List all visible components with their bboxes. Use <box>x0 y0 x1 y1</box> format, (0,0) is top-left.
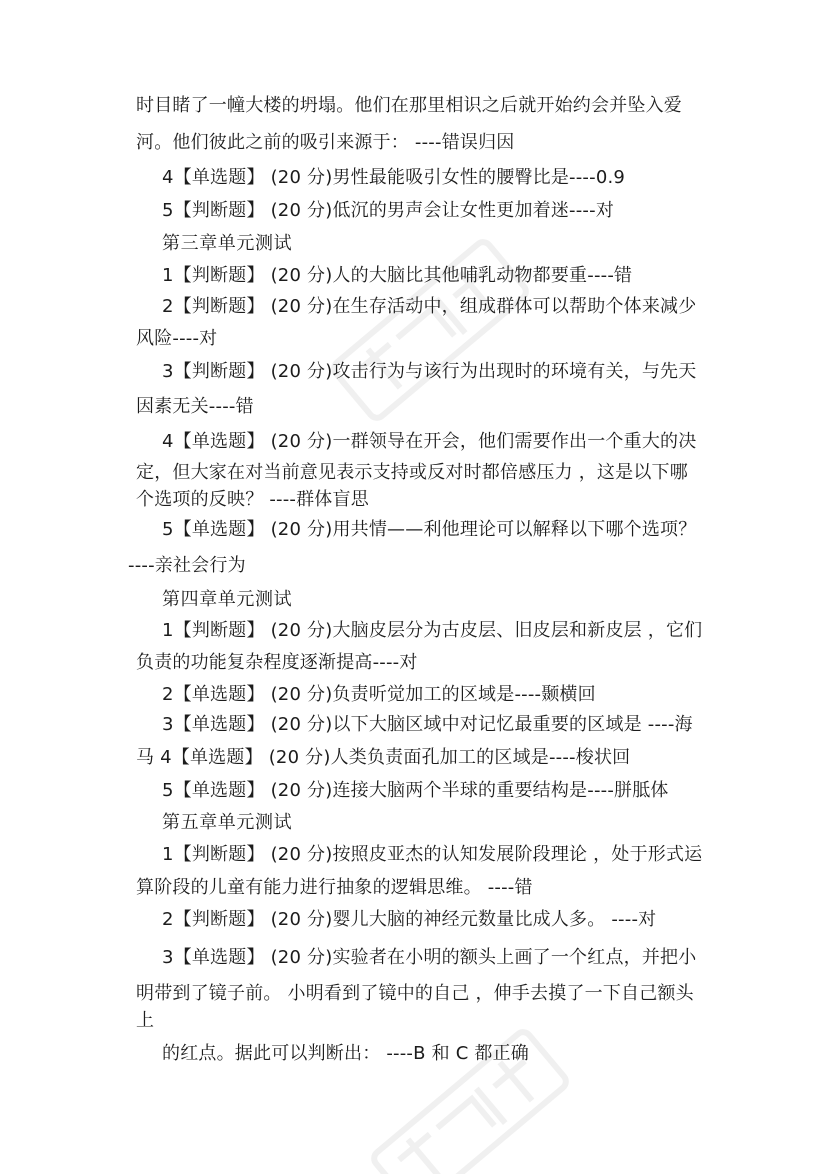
question-line: 1【判断题】 (20 分)大脑皮层分为古皮层、旧皮层和新皮层 ，它们 <box>162 620 703 641</box>
text-line: 风险----对 <box>136 328 218 349</box>
question-line: 3【判断题】 (20 分)攻击行为与该行为出现时的环境有关，与先天 <box>162 361 697 382</box>
text-line: 个选项的反映？ ----群体盲思 <box>136 489 369 510</box>
text-line: ----亲社会行为 <box>128 555 246 576</box>
chapter-heading: 第三章单元测试 <box>162 233 293 254</box>
chapter-heading: 第四章单元测试 <box>162 589 293 610</box>
question-line: 3【单选题】 (20 分)实验者在小明的额头上画了一个红点，并把小 <box>162 947 697 968</box>
text-line: 时目睹了一幢大楼的坍塌。他们在那里相识之后就开始约会并坠入爱 <box>136 95 682 116</box>
text-line: 马 4【单选题】 (20 分)人类负责面孔加工的区域是----梭状回 <box>136 747 631 768</box>
question-line: 1【判断题】 (20 分)按照皮亚杰的认知发展阶段理论 ，处于形式运 <box>162 844 703 865</box>
text-line: 的红点。据此可以判断出： ----B 和 C 都正确 <box>162 1043 529 1064</box>
question-line: 4【单选题】 (20 分)一群领导在开会，他们需要作出一个重大的决 <box>162 431 697 452</box>
text-line: 上 <box>136 1010 155 1031</box>
question-line: 5【单选题】 (20 分)用共情——利他理论可以解释以下哪个选项？ <box>162 519 697 540</box>
text-line: 负责的功能复杂程度逐渐提高----对 <box>136 652 418 673</box>
text-line: 定，但大家在对当前意见表示支持或反对时都倍感压力 ，这是以下哪 <box>136 462 688 483</box>
question-line: 2【单选题】 (20 分)负责听觉加工的区域是----颞横回 <box>162 684 596 705</box>
question-line: 2【判断题】 (20 分)在生存活动中，组成群体可以帮助个体来减少 <box>162 296 697 317</box>
question-line: 4【单选题】 (20 分)男性最能吸引女性的腰臀比是----0.9 <box>162 167 626 188</box>
question-line: 3【单选题】 (20 分)以下大脑区域中对记忆最重要的区域是 ----海 <box>162 714 693 735</box>
question-line: 2【判断题】 (20 分)婴儿大脑的神经元数量比成人多。 ----对 <box>162 909 657 930</box>
chapter-heading: 第五章单元测试 <box>162 812 293 833</box>
text-line: 算阶段的儿童有能力进行抽象的逻辑思维。 ----错 <box>136 877 533 898</box>
question-line: 1【判断题】 (20 分)人的大脑比其他哺乳动物都要重----错 <box>162 265 633 286</box>
text-line: 河。他们彼此之前的吸引来源于： ----错误归因 <box>136 132 515 153</box>
question-line: 5【判断题】 (20 分)低沉的男声会让女性更加着迷----对 <box>162 200 615 221</box>
text-line: 明带到了镜子前。 小明看到了镜中的自己 ，伸手去摸了一下自己额头 <box>136 983 694 1004</box>
text-line: 因素无关----错 <box>136 396 254 417</box>
question-line: 5【单选题】 (20 分)连接大脑两个半球的重要结构是----胼胝体 <box>162 780 669 801</box>
